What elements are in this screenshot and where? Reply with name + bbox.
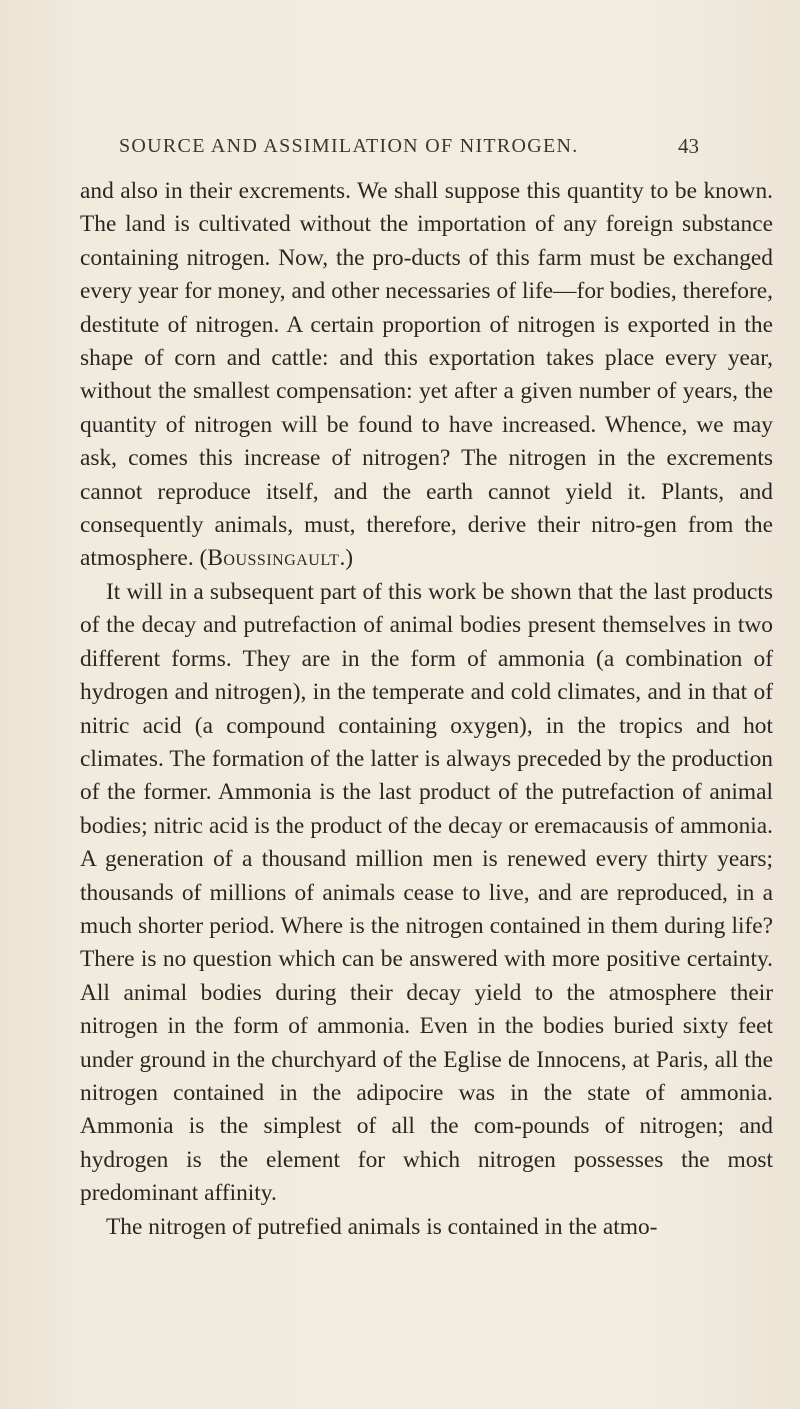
author-citation: Boussingault: [207, 545, 340, 572]
paragraph-1-text: and also in their excrements. We shall suppose this quantity to be known. The land is cultivated without the importation of any foreign substance containing nitrogen. Now, the pro-ducts of this farm must be exchanged every year for money, and other necessaries of life—for bodies, therefore, destitute of nitrogen. A certain proportion of nitrogen is exported in the shape of corn and cattle: and this exportation takes place every year, without the smallest compensation: yet after a given number of years, the quantity of nitrogen will be found to have increased. Whence, we may ask, comes this increase of nitrogen? The nitrogen in the excrements cannot reproduce itself, and the earth cannot yield it. Plants, and consequently animals, must, therefore, derive their nitro-gen from the atmosphere. (: [80, 178, 773, 572]
page-number: 43: [678, 134, 699, 158]
paragraph-2: It will in a subsequent part of this work be shown that the last products of the decay and putrefaction of animal bodies present themselves in two different forms. They are in the form of ammonia (a combination of hydrogen and nitrogen), in the temperate and cold climates, and in that of nitric acid (a compound containing oxygen), in the tropics and hot climates. The formation of the latter is always preceded by the production of the former. Ammonia is the last product of the putrefaction of animal bodies; nitric acid is the product of the decay or eremacausis of ammonia. A generation of a thousand million men is renewed every thirty years; thousands of millions of animals cease to live, and are reproduced, in a much shorter period. Where is the nitrogen contained in them during life? There is no question which can be answered with more positive certainty. All animal bodies during their decay yield to the atmosphere their nitrogen in the form of ammonia. Even in the bodies buried sixty feet under ground in the churchyard of the Eglise de Innocens, at Paris, all the nitrogen contained in the adipocire was in the state of ammonia. Ammonia is the simplest of all the com-pounds of nitrogen; and hydrogen is the element for which nitrogen possesses the most predominant affinity.: [80, 578, 773, 1207]
paragraph-1: [80, 175, 773, 576]
paragraph-3: The nitrogen of putrefied animals is contained in the atmo-: [106, 1213, 658, 1240]
running-header: [0, 135, 800, 165]
paragraph-1-closing: .): [339, 545, 354, 572]
body-text: [80, 175, 773, 1244]
running-title: SOURCE AND ASSIMILATION OF NITROGEN.: [119, 135, 579, 157]
